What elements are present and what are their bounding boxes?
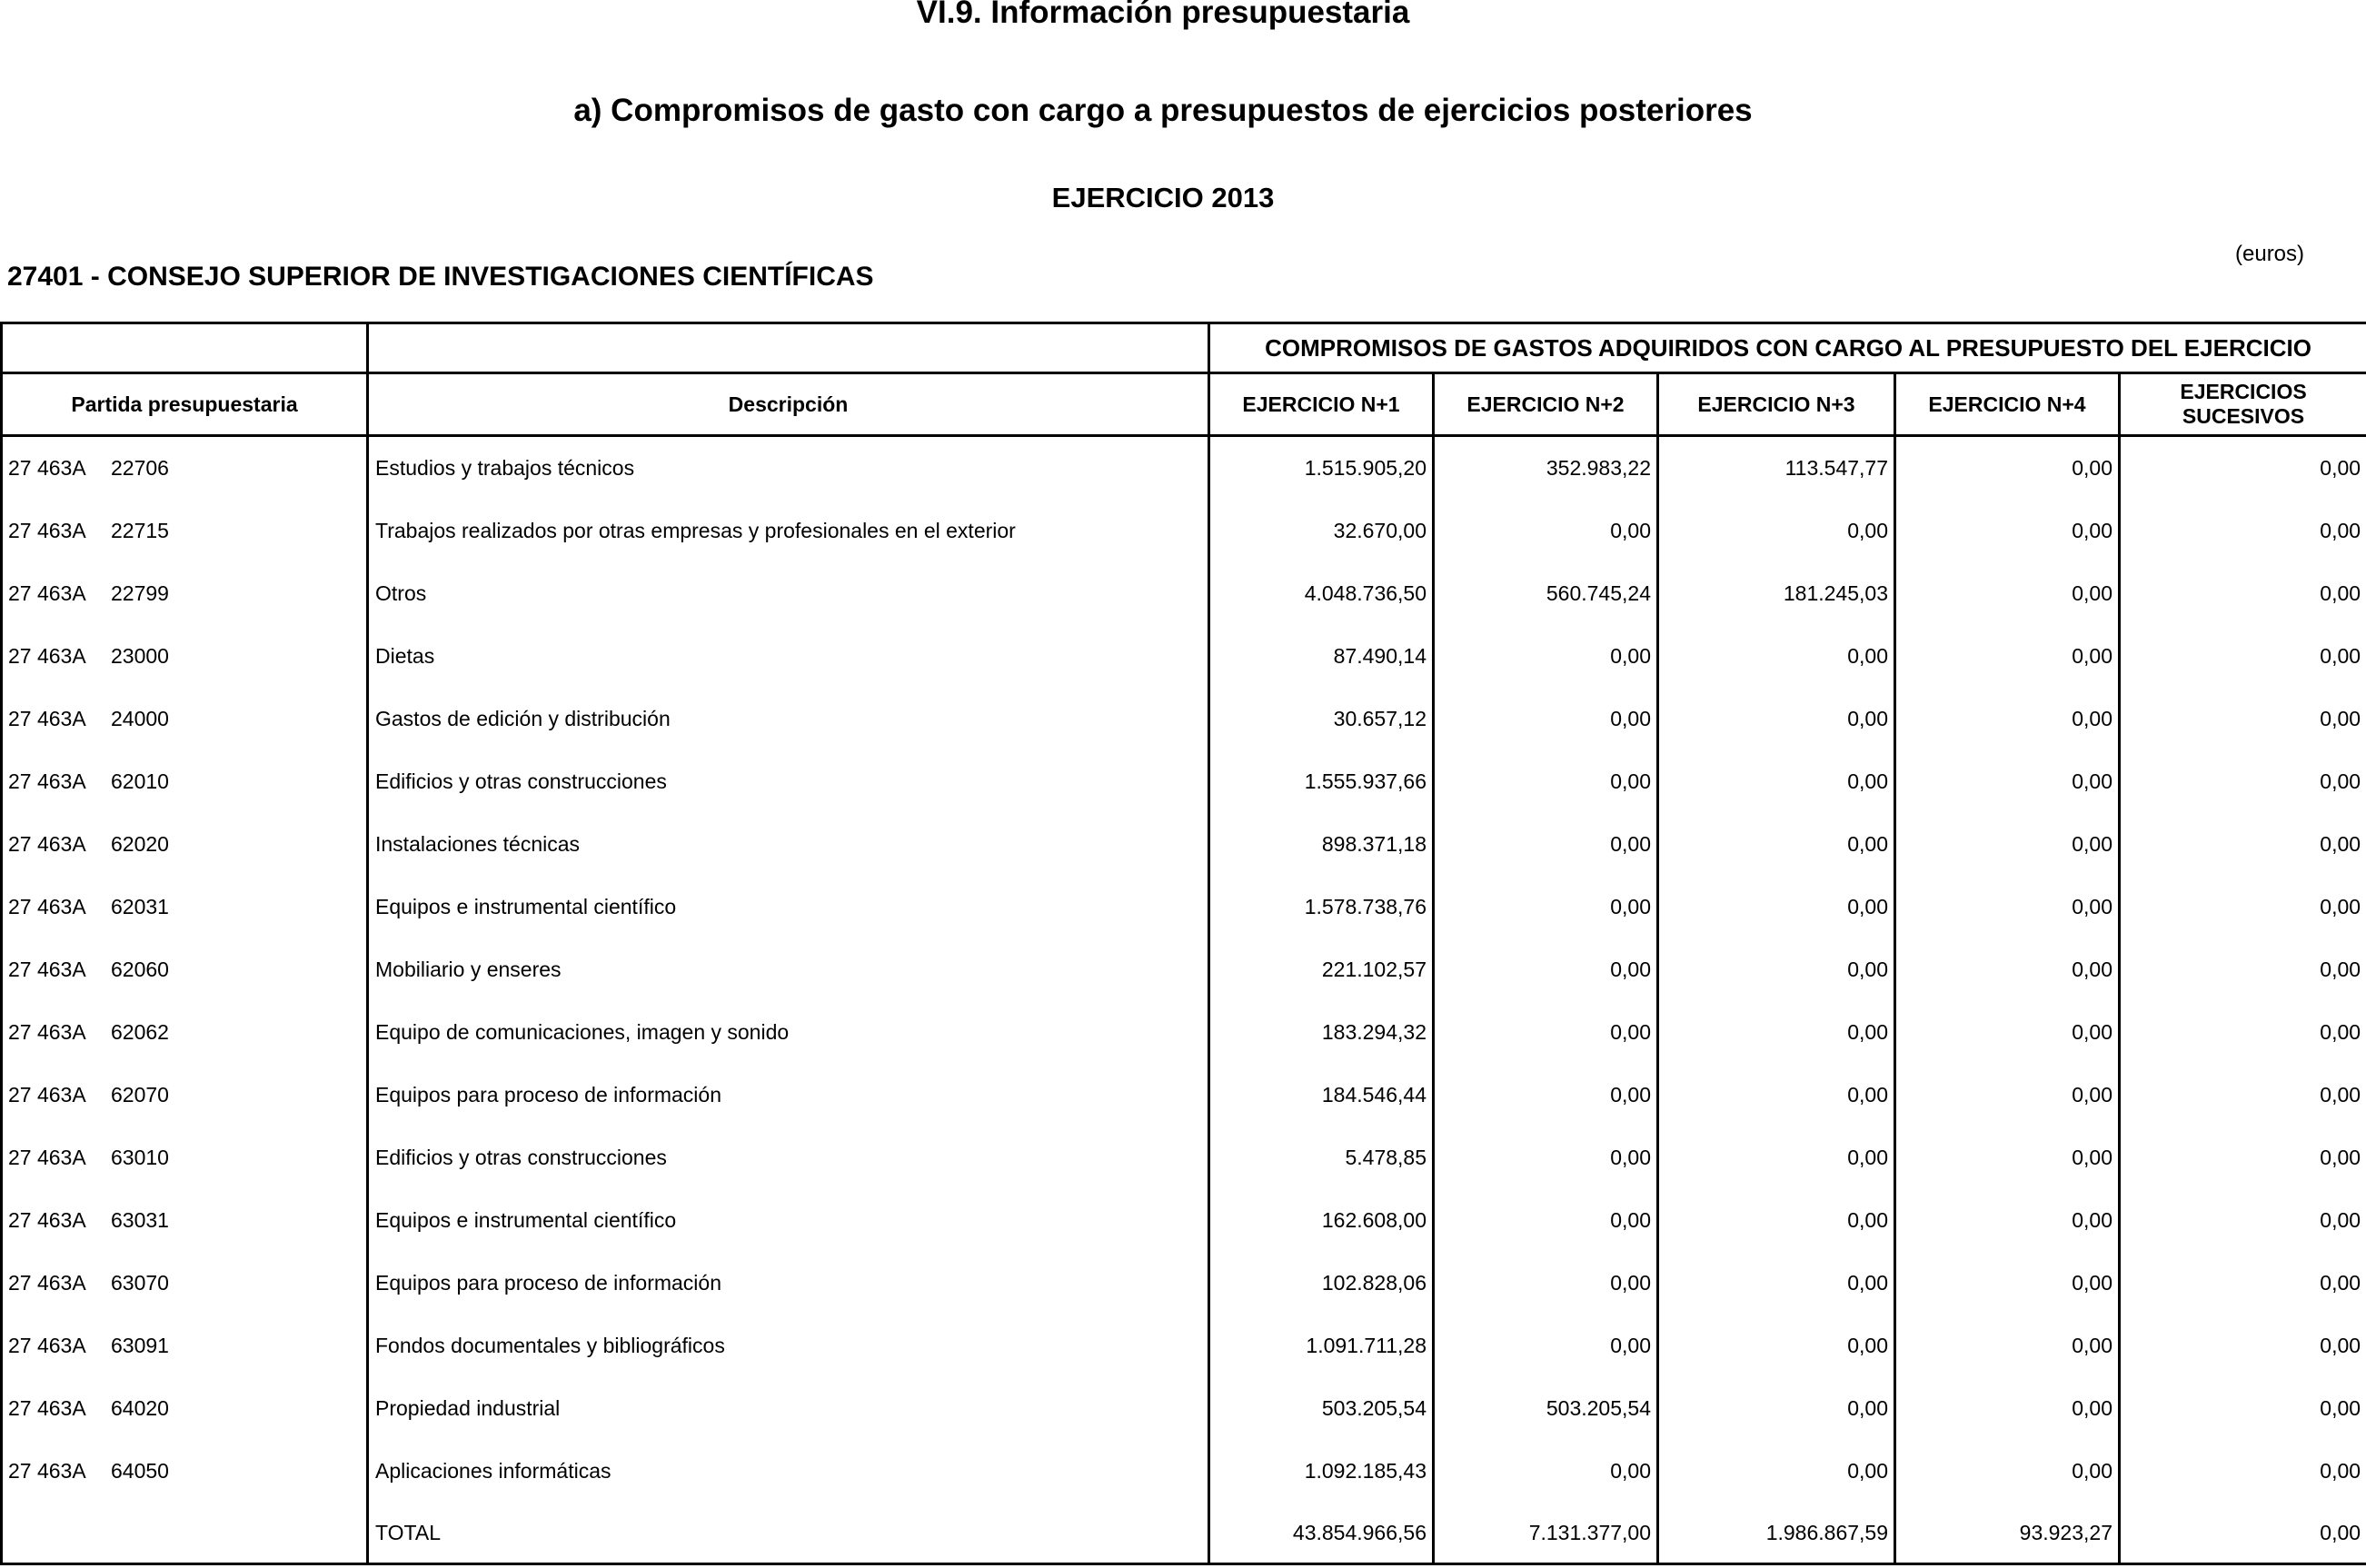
table-row bbox=[2, 562, 2366, 625]
amount-sucesivos: 0,00 bbox=[2120, 813, 2366, 876]
concept-code: 24000 bbox=[111, 707, 169, 730]
description-cell: Otros bbox=[368, 562, 1209, 625]
amount-n2: 0,00 bbox=[1434, 1064, 1658, 1126]
amount-n4: 0,00 bbox=[1895, 813, 2120, 876]
table-group-header-row bbox=[2, 323, 2366, 373]
amount-sucesivos: 0,00 bbox=[2120, 1001, 2366, 1064]
partida-cell bbox=[2, 876, 368, 938]
concept-code: 62010 bbox=[111, 769, 169, 793]
amount-sucesivos: 0,00 bbox=[2120, 938, 2366, 1001]
amount-sucesivos: 0,00 bbox=[2120, 436, 2366, 501]
column-header-sucesivos-line2: SUCESIVOS bbox=[2182, 404, 2305, 428]
amount-n1: 184.546,44 bbox=[1209, 1064, 1434, 1126]
amount-n2: 0,00 bbox=[1434, 500, 1658, 562]
amount-sucesivos: 0,00 bbox=[2120, 688, 2366, 750]
partida-cell bbox=[2, 625, 368, 688]
program-code: 27 463A bbox=[8, 1271, 86, 1295]
amount-n3: 0,00 bbox=[1658, 1189, 1895, 1252]
description-cell: Equipos e instrumental científico bbox=[368, 876, 1209, 938]
amount-sucesivos: 0,00 bbox=[2120, 1377, 2366, 1440]
partida-cell bbox=[2, 813, 368, 876]
amount-n1: 32.670,00 bbox=[1209, 500, 1434, 562]
table-column-header-row bbox=[2, 373, 2366, 436]
amount-sucesivos: 0,00 bbox=[2120, 876, 2366, 938]
table-row bbox=[2, 1377, 2366, 1440]
concept-code: 62070 bbox=[111, 1083, 169, 1107]
concept-code: 22799 bbox=[111, 581, 169, 605]
amount-n3: 0,00 bbox=[1658, 1064, 1895, 1126]
amount-n2: 0,00 bbox=[1434, 938, 1658, 1001]
amount-n1: 898.371,18 bbox=[1209, 813, 1434, 876]
amount-n1: 162.608,00 bbox=[1209, 1189, 1434, 1252]
amount-n1: 1.515.905,20 bbox=[1209, 436, 1434, 501]
amount-n2: 560.745,24 bbox=[1434, 562, 1658, 625]
amount-n4: 0,00 bbox=[1895, 1440, 2120, 1503]
amount-n4: 0,00 bbox=[1895, 436, 2120, 501]
amount-n2: 0,00 bbox=[1434, 625, 1658, 688]
amount-n3: 0,00 bbox=[1658, 813, 1895, 876]
program-code: 27 463A bbox=[8, 581, 86, 605]
partida-cell bbox=[2, 1252, 368, 1315]
partida-cell bbox=[2, 1377, 368, 1440]
amount-sucesivos: 0,00 bbox=[2120, 1440, 2366, 1503]
amount-n4: 0,00 bbox=[1895, 876, 2120, 938]
amount-n1: 4.048.736,50 bbox=[1209, 562, 1434, 625]
amount-n1: 1.555.937,66 bbox=[1209, 750, 1434, 813]
amount-n3: 0,00 bbox=[1658, 1126, 1895, 1189]
amount-n2: 0,00 bbox=[1434, 876, 1658, 938]
table-row bbox=[2, 500, 2366, 562]
description-cell: Fondos documentales y bibliográficos bbox=[368, 1315, 1209, 1377]
concept-code: 62031 bbox=[111, 895, 169, 918]
total-n4: 93.923,27 bbox=[1895, 1503, 2120, 1564]
amount-n1: 1.092.185,43 bbox=[1209, 1440, 1434, 1503]
section-subtitle: a) Compromisos de gasto con cargo a presupuestos de ejercicios posteriores bbox=[573, 93, 1753, 128]
description-cell: Equipos para proceso de información bbox=[368, 1064, 1209, 1126]
table-row bbox=[2, 813, 2366, 876]
description-cell: Equipos e instrumental científico bbox=[368, 1189, 1209, 1252]
amount-n2: 0,00 bbox=[1434, 688, 1658, 750]
program-code: 27 463A bbox=[8, 1459, 86, 1483]
table-row bbox=[2, 1315, 2366, 1377]
program-code: 27 463A bbox=[8, 1020, 86, 1044]
concept-code: 22706 bbox=[111, 456, 169, 480]
amount-n1: 87.490,14 bbox=[1209, 625, 1434, 688]
table-row bbox=[2, 1064, 2366, 1126]
concept-code: 62062 bbox=[111, 1020, 169, 1044]
program-code: 27 463A bbox=[8, 1396, 86, 1420]
total-partida-cell bbox=[2, 1503, 368, 1564]
partida-cell bbox=[2, 1315, 368, 1377]
description-cell: Propiedad industrial bbox=[368, 1377, 1209, 1440]
amount-n3: 0,00 bbox=[1658, 1001, 1895, 1064]
table-row bbox=[2, 1001, 2366, 1064]
column-header-n3: EJERCICIO N+3 bbox=[1658, 373, 1895, 436]
amount-sucesivos: 0,00 bbox=[2120, 562, 2366, 625]
concept-code: 63070 bbox=[111, 1271, 169, 1295]
fiscal-year-heading: EJERCICIO 2013 bbox=[1051, 182, 1275, 213]
amount-n4: 0,00 bbox=[1895, 938, 2120, 1001]
concept-code: 64020 bbox=[111, 1396, 169, 1420]
table-row bbox=[2, 1252, 2366, 1315]
amount-n2: 503.205,54 bbox=[1434, 1377, 1658, 1440]
program-code: 27 463A bbox=[8, 1334, 86, 1357]
table-row bbox=[2, 750, 2366, 813]
amount-n3: 113.547,77 bbox=[1658, 436, 1895, 501]
description-cell: Trabajos realizados por otras empresas y profesionales en el exterior bbox=[368, 500, 1209, 562]
amount-n4: 0,00 bbox=[1895, 1001, 2120, 1064]
table-row bbox=[2, 938, 2366, 1001]
budget-commitments-table bbox=[0, 322, 2366, 1565]
empty-header-cell bbox=[368, 323, 1209, 373]
page-title: VI.9. Información presupuestaria bbox=[916, 0, 1410, 30]
amount-n3: 0,00 bbox=[1658, 1315, 1895, 1377]
amount-n3: 0,00 bbox=[1658, 1440, 1895, 1503]
column-header-n4: EJERCICIO N+4 bbox=[1895, 373, 2120, 436]
total-label: TOTAL bbox=[368, 1503, 1209, 1564]
concept-code: 23000 bbox=[111, 644, 169, 668]
description-cell: Estudios y trabajos técnicos bbox=[368, 436, 1209, 501]
column-header-n2: EJERCICIO N+2 bbox=[1434, 373, 1658, 436]
concept-code: 64050 bbox=[111, 1459, 169, 1483]
concept-code: 63031 bbox=[111, 1208, 169, 1232]
table-body bbox=[2, 436, 2366, 1503]
amount-n4: 0,00 bbox=[1895, 500, 2120, 562]
partida-cell bbox=[2, 938, 368, 1001]
amount-n2: 0,00 bbox=[1434, 1126, 1658, 1189]
table-row bbox=[2, 625, 2366, 688]
program-code: 27 463A bbox=[8, 769, 86, 793]
currency-unit-label: (euros) bbox=[2235, 242, 2305, 266]
amount-n4: 0,00 bbox=[1895, 1377, 2120, 1440]
total-sucesivos: 0,00 bbox=[2120, 1503, 2366, 1564]
program-code: 27 463A bbox=[8, 958, 86, 981]
group-header-commitments: COMPROMISOS DE GASTOS ADQUIRIDOS CON CARGO AL PRESUPUESTO DEL EJERCICIO bbox=[1209, 323, 2366, 373]
concept-code: 63010 bbox=[111, 1146, 169, 1169]
description-cell: Edificios y otras construcciones bbox=[368, 1126, 1209, 1189]
total-n3: 1.986.867,59 bbox=[1658, 1503, 1895, 1564]
amount-n2: 0,00 bbox=[1434, 1252, 1658, 1315]
program-code: 27 463A bbox=[8, 1083, 86, 1107]
concept-code: 22715 bbox=[111, 519, 169, 542]
amount-n2: 0,00 bbox=[1434, 1440, 1658, 1503]
program-code: 27 463A bbox=[8, 519, 86, 542]
amount-n3: 0,00 bbox=[1658, 876, 1895, 938]
amount-n1: 1.091.711,28 bbox=[1209, 1315, 1434, 1377]
total-n2: 7.131.377,00 bbox=[1434, 1503, 1658, 1564]
amount-n4: 0,00 bbox=[1895, 1126, 2120, 1189]
partida-cell bbox=[2, 1189, 368, 1252]
concept-code: 63091 bbox=[111, 1334, 169, 1357]
amount-sucesivos: 0,00 bbox=[2120, 1252, 2366, 1315]
column-header-n1: EJERCICIO N+1 bbox=[1209, 373, 1434, 436]
amount-n1: 503.205,54 bbox=[1209, 1377, 1434, 1440]
amount-n1: 1.578.738,76 bbox=[1209, 876, 1434, 938]
amount-n2: 352.983,22 bbox=[1434, 436, 1658, 501]
total-row bbox=[2, 1503, 2366, 1564]
amount-n1: 183.294,32 bbox=[1209, 1001, 1434, 1064]
amount-n3: 0,00 bbox=[1658, 1377, 1895, 1440]
amount-n3: 0,00 bbox=[1658, 500, 1895, 562]
amount-n1: 102.828,06 bbox=[1209, 1252, 1434, 1315]
table-row bbox=[2, 876, 2366, 938]
column-header-sucesivos-line1: EJERCICIOS bbox=[2180, 380, 2307, 403]
amount-n2: 0,00 bbox=[1434, 1315, 1658, 1377]
partida-cell bbox=[2, 1001, 368, 1064]
program-code: 27 463A bbox=[8, 832, 86, 856]
amount-sucesivos: 0,00 bbox=[2120, 500, 2366, 562]
amount-n1: 30.657,12 bbox=[1209, 688, 1434, 750]
amount-n4: 0,00 bbox=[1895, 562, 2120, 625]
concept-code: 62060 bbox=[111, 958, 169, 981]
total-n1: 43.854.966,56 bbox=[1209, 1503, 1434, 1564]
amount-n2: 0,00 bbox=[1434, 750, 1658, 813]
description-cell: Dietas bbox=[368, 625, 1209, 688]
program-code: 27 463A bbox=[8, 707, 86, 730]
amount-n4: 0,00 bbox=[1895, 1064, 2120, 1126]
description-cell: Edificios y otras construcciones bbox=[368, 750, 1209, 813]
partida-cell bbox=[2, 1440, 368, 1503]
organism-heading: 27401 - CONSEJO SUPERIOR DE INVESTIGACIONES CIENTÍFICAS bbox=[7, 262, 874, 292]
partida-cell bbox=[2, 688, 368, 750]
partida-cell bbox=[2, 500, 368, 562]
amount-n4: 0,00 bbox=[1895, 1189, 2120, 1252]
amount-n4: 0,00 bbox=[1895, 1252, 2120, 1315]
amount-n2: 0,00 bbox=[1434, 1189, 1658, 1252]
amount-n4: 0,00 bbox=[1895, 625, 2120, 688]
table-row bbox=[2, 436, 2366, 501]
description-cell: Equipo de comunicaciones, imagen y sonido bbox=[368, 1001, 1209, 1064]
amount-n2: 0,00 bbox=[1434, 1001, 1658, 1064]
partida-cell bbox=[2, 1064, 368, 1126]
program-code: 27 463A bbox=[8, 895, 86, 918]
amount-n3: 0,00 bbox=[1658, 1252, 1895, 1315]
amount-n3: 0,00 bbox=[1658, 750, 1895, 813]
table-row bbox=[2, 688, 2366, 750]
amount-n1: 5.478,85 bbox=[1209, 1126, 1434, 1189]
program-code: 27 463A bbox=[8, 1208, 86, 1232]
program-code: 27 463A bbox=[8, 456, 86, 480]
amount-n4: 0,00 bbox=[1895, 1315, 2120, 1377]
amount-n3: 181.245,03 bbox=[1658, 562, 1895, 625]
partida-cell bbox=[2, 562, 368, 625]
table-row bbox=[2, 1189, 2366, 1252]
description-cell: Mobiliario y enseres bbox=[368, 938, 1209, 1001]
amount-n3: 0,00 bbox=[1658, 938, 1895, 1001]
partida-cell bbox=[2, 750, 368, 813]
amount-n1: 221.102,57 bbox=[1209, 938, 1434, 1001]
program-code: 27 463A bbox=[8, 644, 86, 668]
description-cell: Equipos para proceso de información bbox=[368, 1252, 1209, 1315]
amount-n2: 0,00 bbox=[1434, 813, 1658, 876]
description-cell: Instalaciones técnicas bbox=[368, 813, 1209, 876]
description-cell: Aplicaciones informáticas bbox=[368, 1440, 1209, 1503]
amount-sucesivos: 0,00 bbox=[2120, 750, 2366, 813]
program-code: 27 463A bbox=[8, 1146, 86, 1169]
amount-n3: 0,00 bbox=[1658, 688, 1895, 750]
column-header-sucesivos bbox=[2120, 373, 2366, 436]
description-cell: Gastos de edición y distribución bbox=[368, 688, 1209, 750]
amount-sucesivos: 0,00 bbox=[2120, 1064, 2366, 1126]
amount-n4: 0,00 bbox=[1895, 688, 2120, 750]
amount-sucesivos: 0,00 bbox=[2120, 1126, 2366, 1189]
column-header-partida: Partida presupuestaria bbox=[2, 373, 368, 436]
partida-cell bbox=[2, 436, 368, 501]
amount-sucesivos: 0,00 bbox=[2120, 625, 2366, 688]
amount-n4: 0,00 bbox=[1895, 750, 2120, 813]
amount-sucesivos: 0,00 bbox=[2120, 1315, 2366, 1377]
amount-n3: 0,00 bbox=[1658, 625, 1895, 688]
empty-header-cell bbox=[2, 323, 368, 373]
amount-sucesivos: 0,00 bbox=[2120, 1189, 2366, 1252]
column-header-descripcion: Descripción bbox=[368, 373, 1209, 436]
partida-cell bbox=[2, 1126, 368, 1189]
table-row bbox=[2, 1126, 2366, 1189]
concept-code: 62020 bbox=[111, 832, 169, 856]
table-row bbox=[2, 1440, 2366, 1503]
